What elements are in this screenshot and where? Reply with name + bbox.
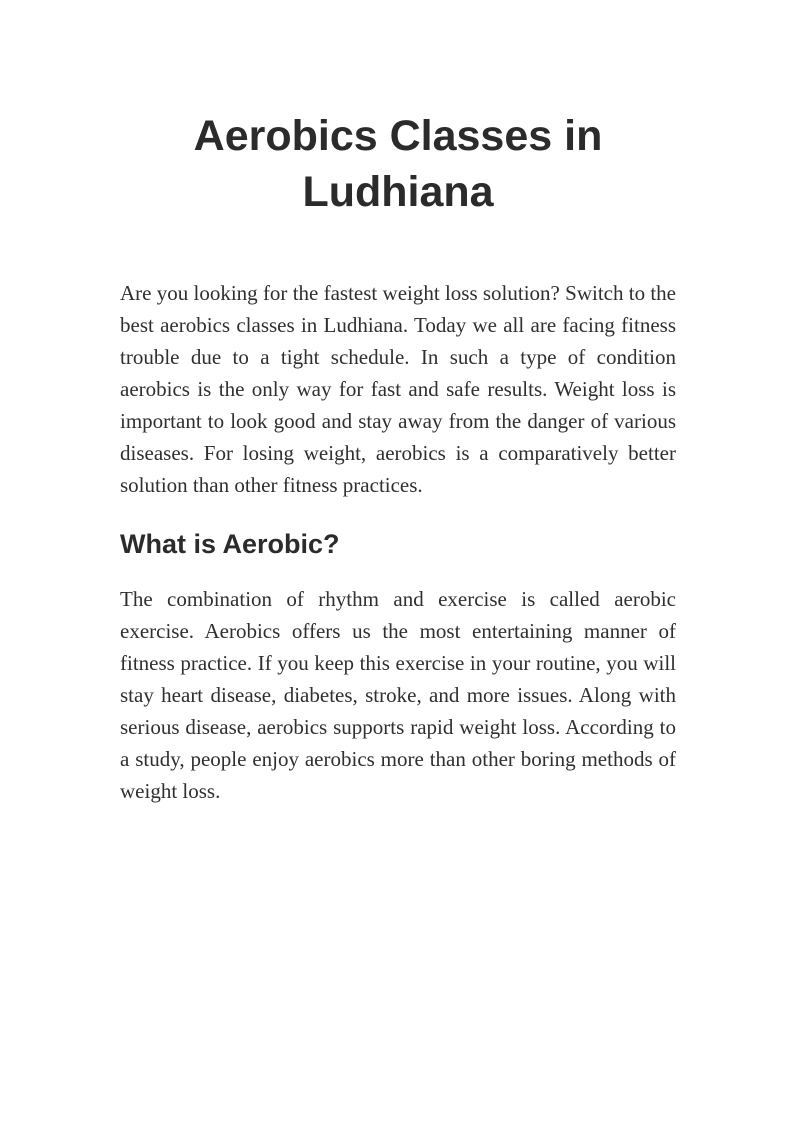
section-heading: What is Aerobic? (120, 529, 340, 559)
intro-paragraph: Are you looking for the fastest weight loss solution? Switch to the best aerobics classes in Ludhiana. Today we all are facing fitness trouble due to a tight schedule. In such a type of condition aerobics is the only way for fast and safe results. Weight loss is important to look good and stay away from the danger of various diseases. For losing weight, aerobics is a comparatively better solution than other fitness practices. (120, 281, 676, 497)
section-paragraph: The combination of rhythm and exercise is called aerobic exercise. Aerobics offers us the most entertaining manner of fitness practice. If you keep this exercise in your routine, you will stay heart disease, diabetes, stroke, and more issues. Along with serious disease, aerobics supports rapid weight loss. According to a study, people enjoy aerobics more than other boring methods of weight loss. (120, 587, 676, 803)
page-title: Aerobics Classes in Ludhiana (193, 112, 603, 216)
